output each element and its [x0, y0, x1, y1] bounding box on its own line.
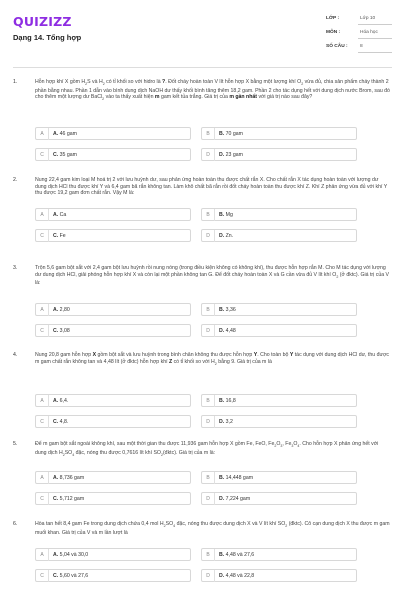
answer-option-d[interactable] [201, 229, 357, 242]
option-text: D. Zn. [219, 233, 234, 239]
option-text: B. Mg [219, 212, 233, 218]
option-letter: B [202, 209, 215, 221]
option-letter: B [202, 549, 215, 561]
answer-option-b[interactable] [201, 303, 357, 316]
header-divider [13, 67, 392, 68]
option-letter: B [202, 472, 215, 484]
option-text: A. 46 gam [53, 131, 77, 137]
option-text: C. 4,8. [53, 419, 69, 425]
option-letter: A [36, 395, 49, 407]
worksheet-title: Dạng 14. Tổng hợp [13, 33, 82, 42]
option-text: A. 2,80 [53, 307, 70, 313]
answer-option-a[interactable] [35, 471, 191, 484]
option-text: D. 7,224 gam [219, 496, 251, 502]
option-text: B. 70 gam [219, 131, 243, 137]
answer-option-c[interactable] [35, 415, 191, 428]
option-text: C. 3,08 [53, 328, 70, 334]
option-letter: A [36, 472, 49, 484]
option-text: B. 14,448 gam [219, 475, 254, 481]
question-number: 1. [13, 79, 18, 85]
answer-option-a[interactable] [35, 394, 191, 407]
option-text: D. 4,48 [219, 328, 236, 334]
question-number: 6. [13, 521, 18, 527]
option-letter: D [202, 230, 215, 242]
answer-option-d[interactable] [201, 415, 357, 428]
option-letter: B [202, 395, 215, 407]
option-letter: B [202, 128, 215, 140]
question-number: 4. [13, 352, 18, 358]
answer-option-d[interactable] [201, 569, 357, 582]
answer-option-a[interactable] [35, 208, 191, 221]
option-letter: C [36, 416, 49, 428]
option-text: A. Ca [53, 212, 67, 218]
answer-option-a[interactable] [35, 127, 191, 140]
option-letter: C [36, 325, 49, 337]
answer-option-d[interactable] [201, 148, 357, 161]
option-letter: D [202, 416, 215, 428]
option-text: C. 5,60 và 27,6 [53, 573, 89, 579]
answer-option-c[interactable] [35, 492, 191, 505]
question-stem: Hòa tan hết 8,4 gam Fe trong dung dịch chứa 0,4 mol $H_2SO_4$ đặc, nóng thu được dung dịch X và V lít khí $SO_2$ (đktc). Cô cạn dung dịch X thu được m gam muối khan. Giá trị của V và m lần lượt là [35, 521, 390, 536]
meta-count-label: SỐ CÂU : [326, 44, 348, 49]
option-letter: A [36, 549, 49, 561]
answer-option-b[interactable] [201, 548, 357, 561]
option-text: D. 4,48 và 22,8 [219, 573, 255, 579]
question-number: 5. [13, 441, 18, 447]
option-text: C. Fe [53, 233, 66, 239]
option-letter: D [202, 149, 215, 161]
meta-class-label: LỚP : [326, 16, 340, 21]
option-text: C. 35 gam [53, 152, 77, 158]
answer-option-c[interactable] [35, 569, 191, 582]
answer-option-d[interactable] [201, 324, 357, 337]
answer-option-c[interactable] [35, 229, 191, 242]
answer-option-c[interactable] [35, 148, 191, 161]
option-letter: D [202, 493, 215, 505]
question-stem: Để m gam bột sắt ngoài không khí, sau một thời gian thu được 11,936 gam hỗn hợp X gồm Fe, FeO, $Fe_2O_3$, $Fe_3O_4$. Cho hỗn hợp X phản ứng hết với dung dịch $H_2SO_4$ đặc, nóng thu được 0,7616 lít khí $SO_2(đktc)$. Giá trị của m là: [35, 441, 379, 457]
meta-subject-value: Hóa học [360, 30, 378, 35]
option-text: B. 3,36 [219, 307, 236, 313]
option-letter: D [202, 325, 215, 337]
question-stem: Trộn 5,6 gam bột sắt với 2,4 gam bột lưu huỳnh rồi nung nóng (trong điều kiện không có không khí), thu được hỗn hợp rắn M. Cho M tác dụng với lượng dư dung dịch HCl, giải phóng hỗn hợp khí X và còn lại một phần không tan G. Để đốt cháy hoàn toàn X và G cần vừa đủ V lít khí $O_2$ (ở đktc). Giá trị của V là: [35, 265, 390, 287]
answer-option-d[interactable] [201, 492, 357, 505]
option-text: D. 23 gam [219, 152, 243, 158]
meta-count [326, 42, 392, 53]
option-letter: A [36, 209, 49, 221]
meta-subject-label: MÔN : [326, 30, 341, 35]
meta-count-value: 8 [360, 44, 363, 49]
answer-option-b[interactable] [201, 394, 357, 407]
option-text: B. 16,8 [219, 398, 236, 404]
option-letter: A [36, 128, 49, 140]
worksheet-header [0, 0, 400, 66]
option-letter: C [36, 149, 49, 161]
question-number: 2. [13, 177, 18, 183]
answer-option-a[interactable] [35, 303, 191, 316]
question-stem: Nung 20,8 gam hỗn hợp X gồm bột sắt và lưu huỳnh trong bình chân không thu được hỗn hợp Y. Cho toàn bộ Y tác dụng với dung dịch HCl dư, thu được m gam chất rắn không tan và 4,48 lít (ở đktc) hỗn hợp khí Z có tỉ khối so với $H_2$ bằng 9. Giá trị của m là [35, 352, 389, 366]
meta-class [326, 14, 392, 25]
answer-option-c[interactable] [35, 324, 191, 337]
quizizz-logo: QUIZIZZ [13, 14, 72, 29]
option-letter: A [36, 304, 49, 316]
question-stem: Nung 22,4 gam kim loại M hoá trị 2 với lưu huỳnh dư, sau phản ứng hoàn toàn thu được chất rắn X. Cho chất rắn X tác dụng hoàn toàn với lượng dư dung dịch HCl thu được khí Y và 6,4 gam bã rắn không tan. Làm khô chất bã rắn rồi đốt cháy hoàn toàn thu được khí Z. Khí Z phản ứng vừa đủ với khí Y thu được 19,2 gam đơn chất rắn. Vậy M là: [35, 177, 388, 196]
option-letter: C [36, 230, 49, 242]
answer-option-b[interactable] [201, 471, 357, 484]
option-letter: B [202, 304, 215, 316]
meta-class-value: Lớp 10 [360, 16, 376, 21]
answer-option-b[interactable] [201, 208, 357, 221]
question-stem: Hỗn hợp khí X gồm $H_2S$ và $H_2$ có tỉ khối so với hidro là ?. Đốt cháy hoàn toàn V lít hỗn hợp X bằng một lượng khí $O_2$ vừa đủ, chia sản phẩm cháy thành 2 phần bằng nhau. Phần 1 dẫn vào bình dung dịch NaOH dư thấy khối bình tăng thêm 18,2 gam. Phần 2 cho tác dụng hết với dung dịch nước Brom, sau đó cho thêm một lượng dư BaCl$_2$ vào ta thấy xuất hiện m gam kết tủa trắng. Giá trị của m gần nhất với giá trị nào sau đây? [35, 79, 390, 102]
option-letter: C [36, 570, 49, 582]
option-letter: C [36, 493, 49, 505]
answer-option-b[interactable] [201, 127, 357, 140]
option-text: A. 6,4. [53, 398, 69, 404]
option-text: B. 4,48 và 27,6 [219, 552, 255, 558]
answer-option-a[interactable] [35, 548, 191, 561]
option-text: A. 8,736 gam [53, 475, 85, 481]
option-text: A. 5,04 và 30,0 [53, 552, 89, 558]
meta-subject [326, 28, 392, 39]
option-letter: D [202, 570, 215, 582]
option-text: C. 5,712 gam [53, 496, 85, 502]
question-number: 3. [13, 265, 18, 271]
option-text: D. 3,2 [219, 419, 233, 425]
